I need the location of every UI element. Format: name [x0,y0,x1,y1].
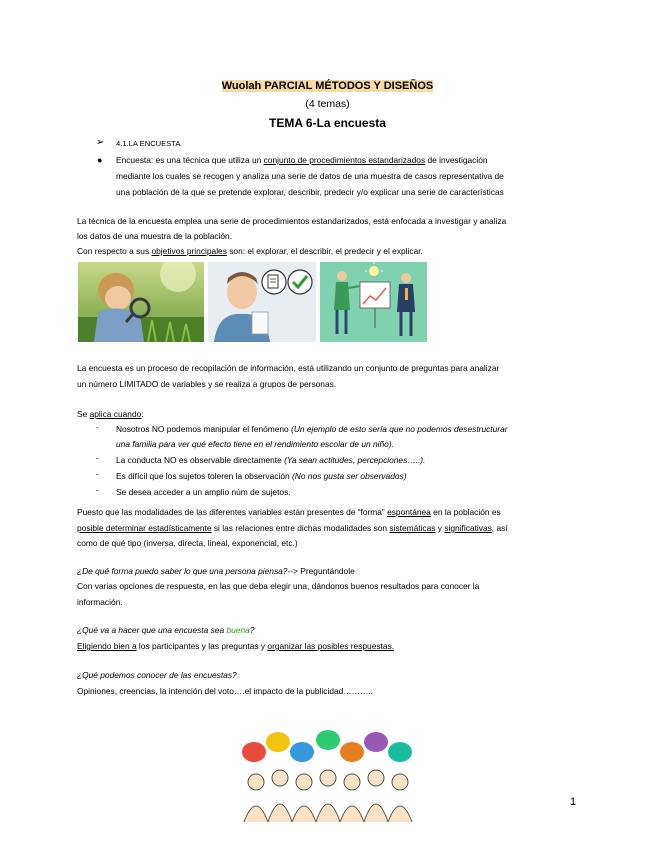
question-conocer-encuestas: ¿Qué podemos conocer de las encuestas? [77,670,237,680]
aplica-item-1: Nosotros NO podemos manipular el fenómeno (Un ejemplo de esto sería que no podemos desestructurar [116,424,508,434]
dash-bullet: - [96,486,99,495]
paragraph-modalidades-line1: Puesto que las modalidades de las diferentes variables están presentes de “forma” espontánea en la población es [77,507,501,517]
paragraph-tecnica-line2: los datos de una muestra de la población. [77,231,233,241]
answer-forma-saber-line2: información. [77,597,123,607]
encuesta-definition-line1: Encuesta: es una técnica que utiliza un conjunto de procedimientos estandarizados de investigación [116,155,488,165]
arrow-bullet-icon: ➢ [96,137,105,148]
aplica-item-1-continued: una familia para ver qué efecto tiene en el rendimiento escolar de un niño). [116,439,394,449]
dash-bullet: - [96,454,99,463]
child-magnifier-image [78,262,204,342]
answer-encuesta-buena: Eligiendo bien a los participantes y las preguntas y organizar las posibles respuestas. [77,641,395,651]
paragraph-objetivos: Con respecto a sus objetivos principales son: el explorar, el describir, el predecir y el explicar. [77,246,423,256]
paragraph-encuesta-line2: un número LIMITADO de variables y se realiza a grupos de personas. [77,379,337,389]
document-subtitle: (4 temas) [305,98,350,110]
aplica-item-2: La conducta NO es observable directamente (Ya sean actitudes, percepciones…..). [116,455,426,465]
dash-bullet: - [96,423,99,432]
tema-title: TEMA 6-La encuesta [269,116,386,130]
people-speech-bubbles-image [238,730,416,822]
encuesta-definition-line2: mediante los cuales se recogen y analiza una serie de datos de una muestra de casos representativa de [116,171,504,181]
aplica-item-3: Es difícil que los sujetos toleren la observación (No nos gusta ser observados) [116,471,407,481]
aplica-item-4: Se desea acceder a un amplio núm de sujetos. [116,487,291,497]
paragraph-modalidades-line3: como de qué tipo (inversa, directa, lineal, exponencial, etc.) [77,538,298,548]
paragraph-encuesta-line1: La encuesta es un proceso de recopilación de información, está utilizando un conjunto de preguntas para analizar [77,363,500,373]
question-encuesta-buena: ¿Qué va a hacer que una encuesta sea buena? [77,625,255,635]
answer-conocer-encuestas: Opiniones, creencias, la intención del voto….el impacto de la publicidad……….. [77,686,374,696]
section-heading: 4.1.LA ENCUESTA [116,139,181,148]
answer-forma-saber-line1: Con varias opciones de respuesta, en las que deba elegir una, dándonos buenos resultados para conocer la [77,581,480,591]
paragraph-tecnica-line1: La técnica de la encuesta emplea una serie de procedimientos estandarizados, está enfocada a investigar y analiza [77,216,507,226]
encuesta-definition-line3: una población de la que se pretende explorar, describir, predecir y/o explicar una serie de características [116,187,504,197]
question-forma-saber: ¿De qué forma puedo saber lo que una persona piensa?--> Preguntándole [77,566,355,576]
thinking-man-image [208,262,316,342]
paragraph-modalidades-line2: posible determinar estadísticamente si las relaciones entre dichas modalidades son sistemáticas y significativas, así [77,523,508,533]
dot-bullet-icon: ● [97,155,103,165]
aplica-cuando-label: Se aplica cuando: [77,409,144,419]
presentation-people-image [320,262,427,342]
dash-bullet: - [96,470,99,479]
document-title: Wuolah PARCIAL MÉTODOS Y DISEÑOS [221,80,434,92]
page-number: 1 [570,796,577,808]
